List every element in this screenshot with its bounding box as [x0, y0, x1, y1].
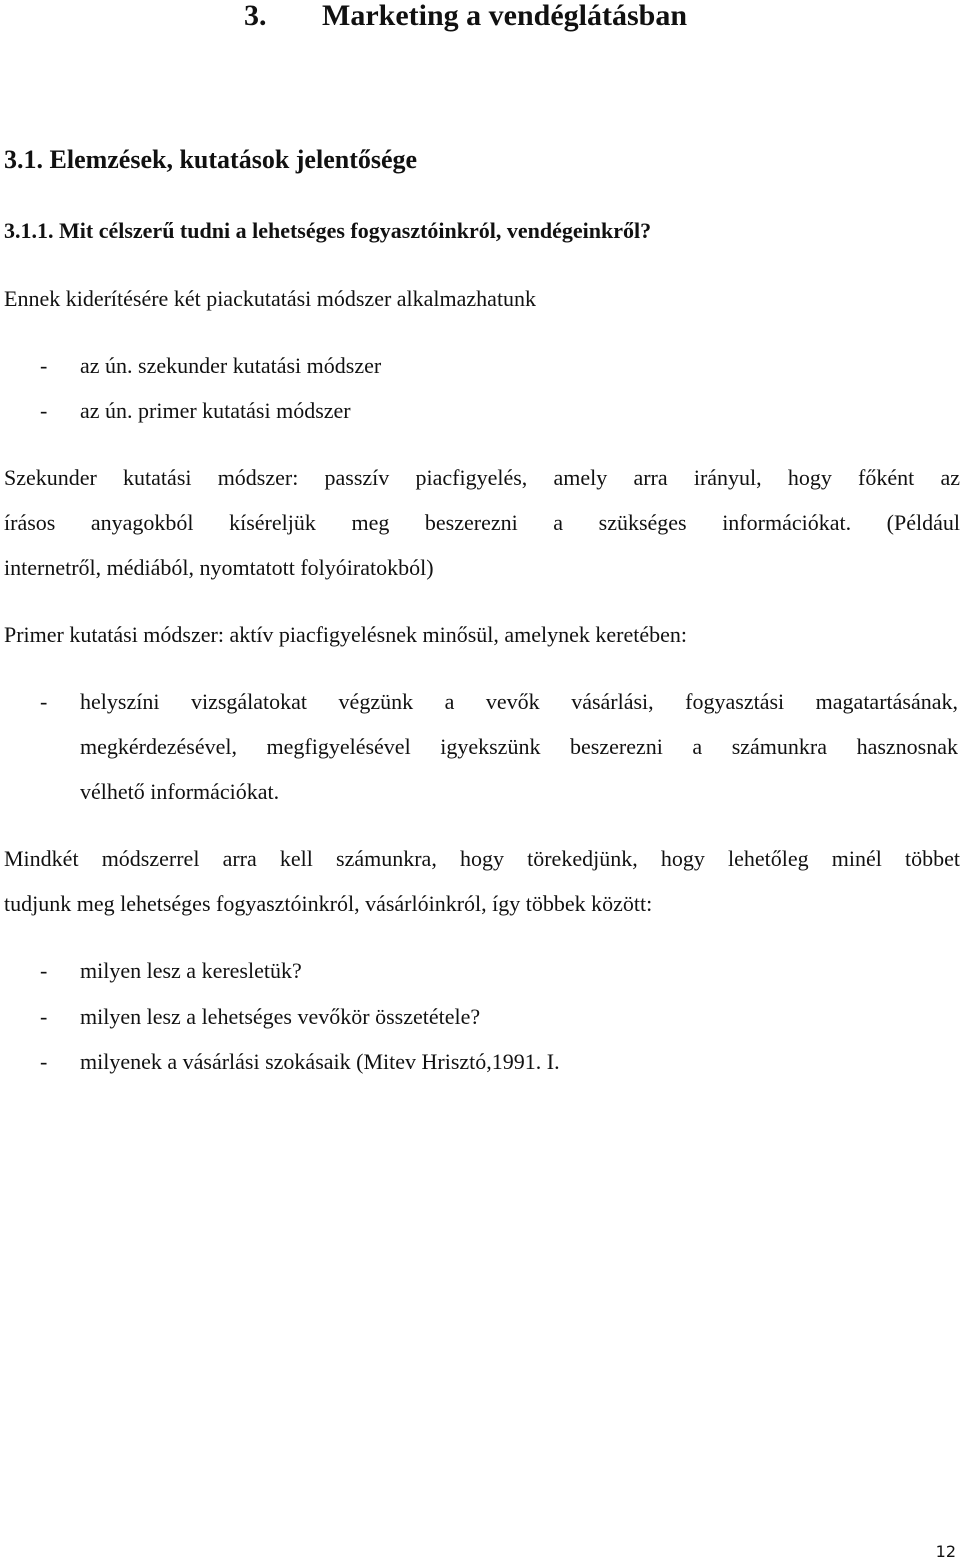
chapter-heading [244, 0, 687, 36]
bullet-marker: - [40, 1049, 48, 1074]
list-item: milyen lesz a lehetséges vevőkör összetétele? [80, 1004, 481, 1029]
section-heading: 3.1. Elemzések, kutatások jelentősége [4, 145, 418, 174]
primary-research-intro: Primer kutatási módszer: aktív piacfigyelésnek minősül, amelynek keretében: [4, 622, 688, 647]
bullet-marker: - [40, 1004, 48, 1029]
paragraph-line: írásos anyagokból kíséreljük meg beszerezni a szükséges információkat. (Például [4, 510, 960, 535]
paragraph-line: Szekunder kutatási módszer: passzív piacfigyelés, amely arra irányul, hogy főként az [4, 465, 960, 490]
bullet-marker: - [40, 353, 48, 378]
list-item: az ún. szekunder kutatási módszer [80, 353, 382, 378]
subsection-heading: 3.1.1. Mit célszerű tudni a lehetséges fogyasztóinkról, vendégeinkről? [4, 218, 652, 243]
bullet-marker: - [40, 689, 48, 714]
list-item-line: helyszíni vizsgálatokat végzünk a vevők vásárlási, fogyasztási magatartásának, [80, 689, 958, 714]
bullet-marker: - [40, 398, 48, 423]
chapter-number: 3. [244, 0, 267, 32]
page-number: 12 [935, 1542, 956, 1561]
list-item: milyenek a vásárlási szokásaik (Mitev Hrisztó,1991. I. [80, 1049, 560, 1074]
intro-text: Ennek kiderítésére két piackutatási módszer alkalmazhatunk [4, 286, 537, 311]
list-item: milyen lesz a keresletük? [80, 958, 302, 983]
paragraph-line: tudjunk meg lehetséges fogyasztóinkról, vásárlóinkról, így többek között: [4, 891, 653, 916]
list-item-line: vélhető információkat. [80, 779, 280, 804]
list-item-line: megkérdezésével, megfigyelésével igyekszünk beszerezni a számunkra hasznosnak [80, 734, 958, 759]
paragraph-line: internetről, médiából, nyomtatott folyóiratokból) [4, 555, 434, 580]
chapter-title: Marketing a vendéglátásban [322, 0, 688, 32]
bullet-marker: - [40, 958, 48, 983]
paragraph-line: Mindkét módszerrel arra kell számunkra, hogy törekedjünk, hogy lehetőleg minél többet [4, 846, 960, 871]
list-item: az ún. primer kutatási módszer [80, 398, 351, 423]
